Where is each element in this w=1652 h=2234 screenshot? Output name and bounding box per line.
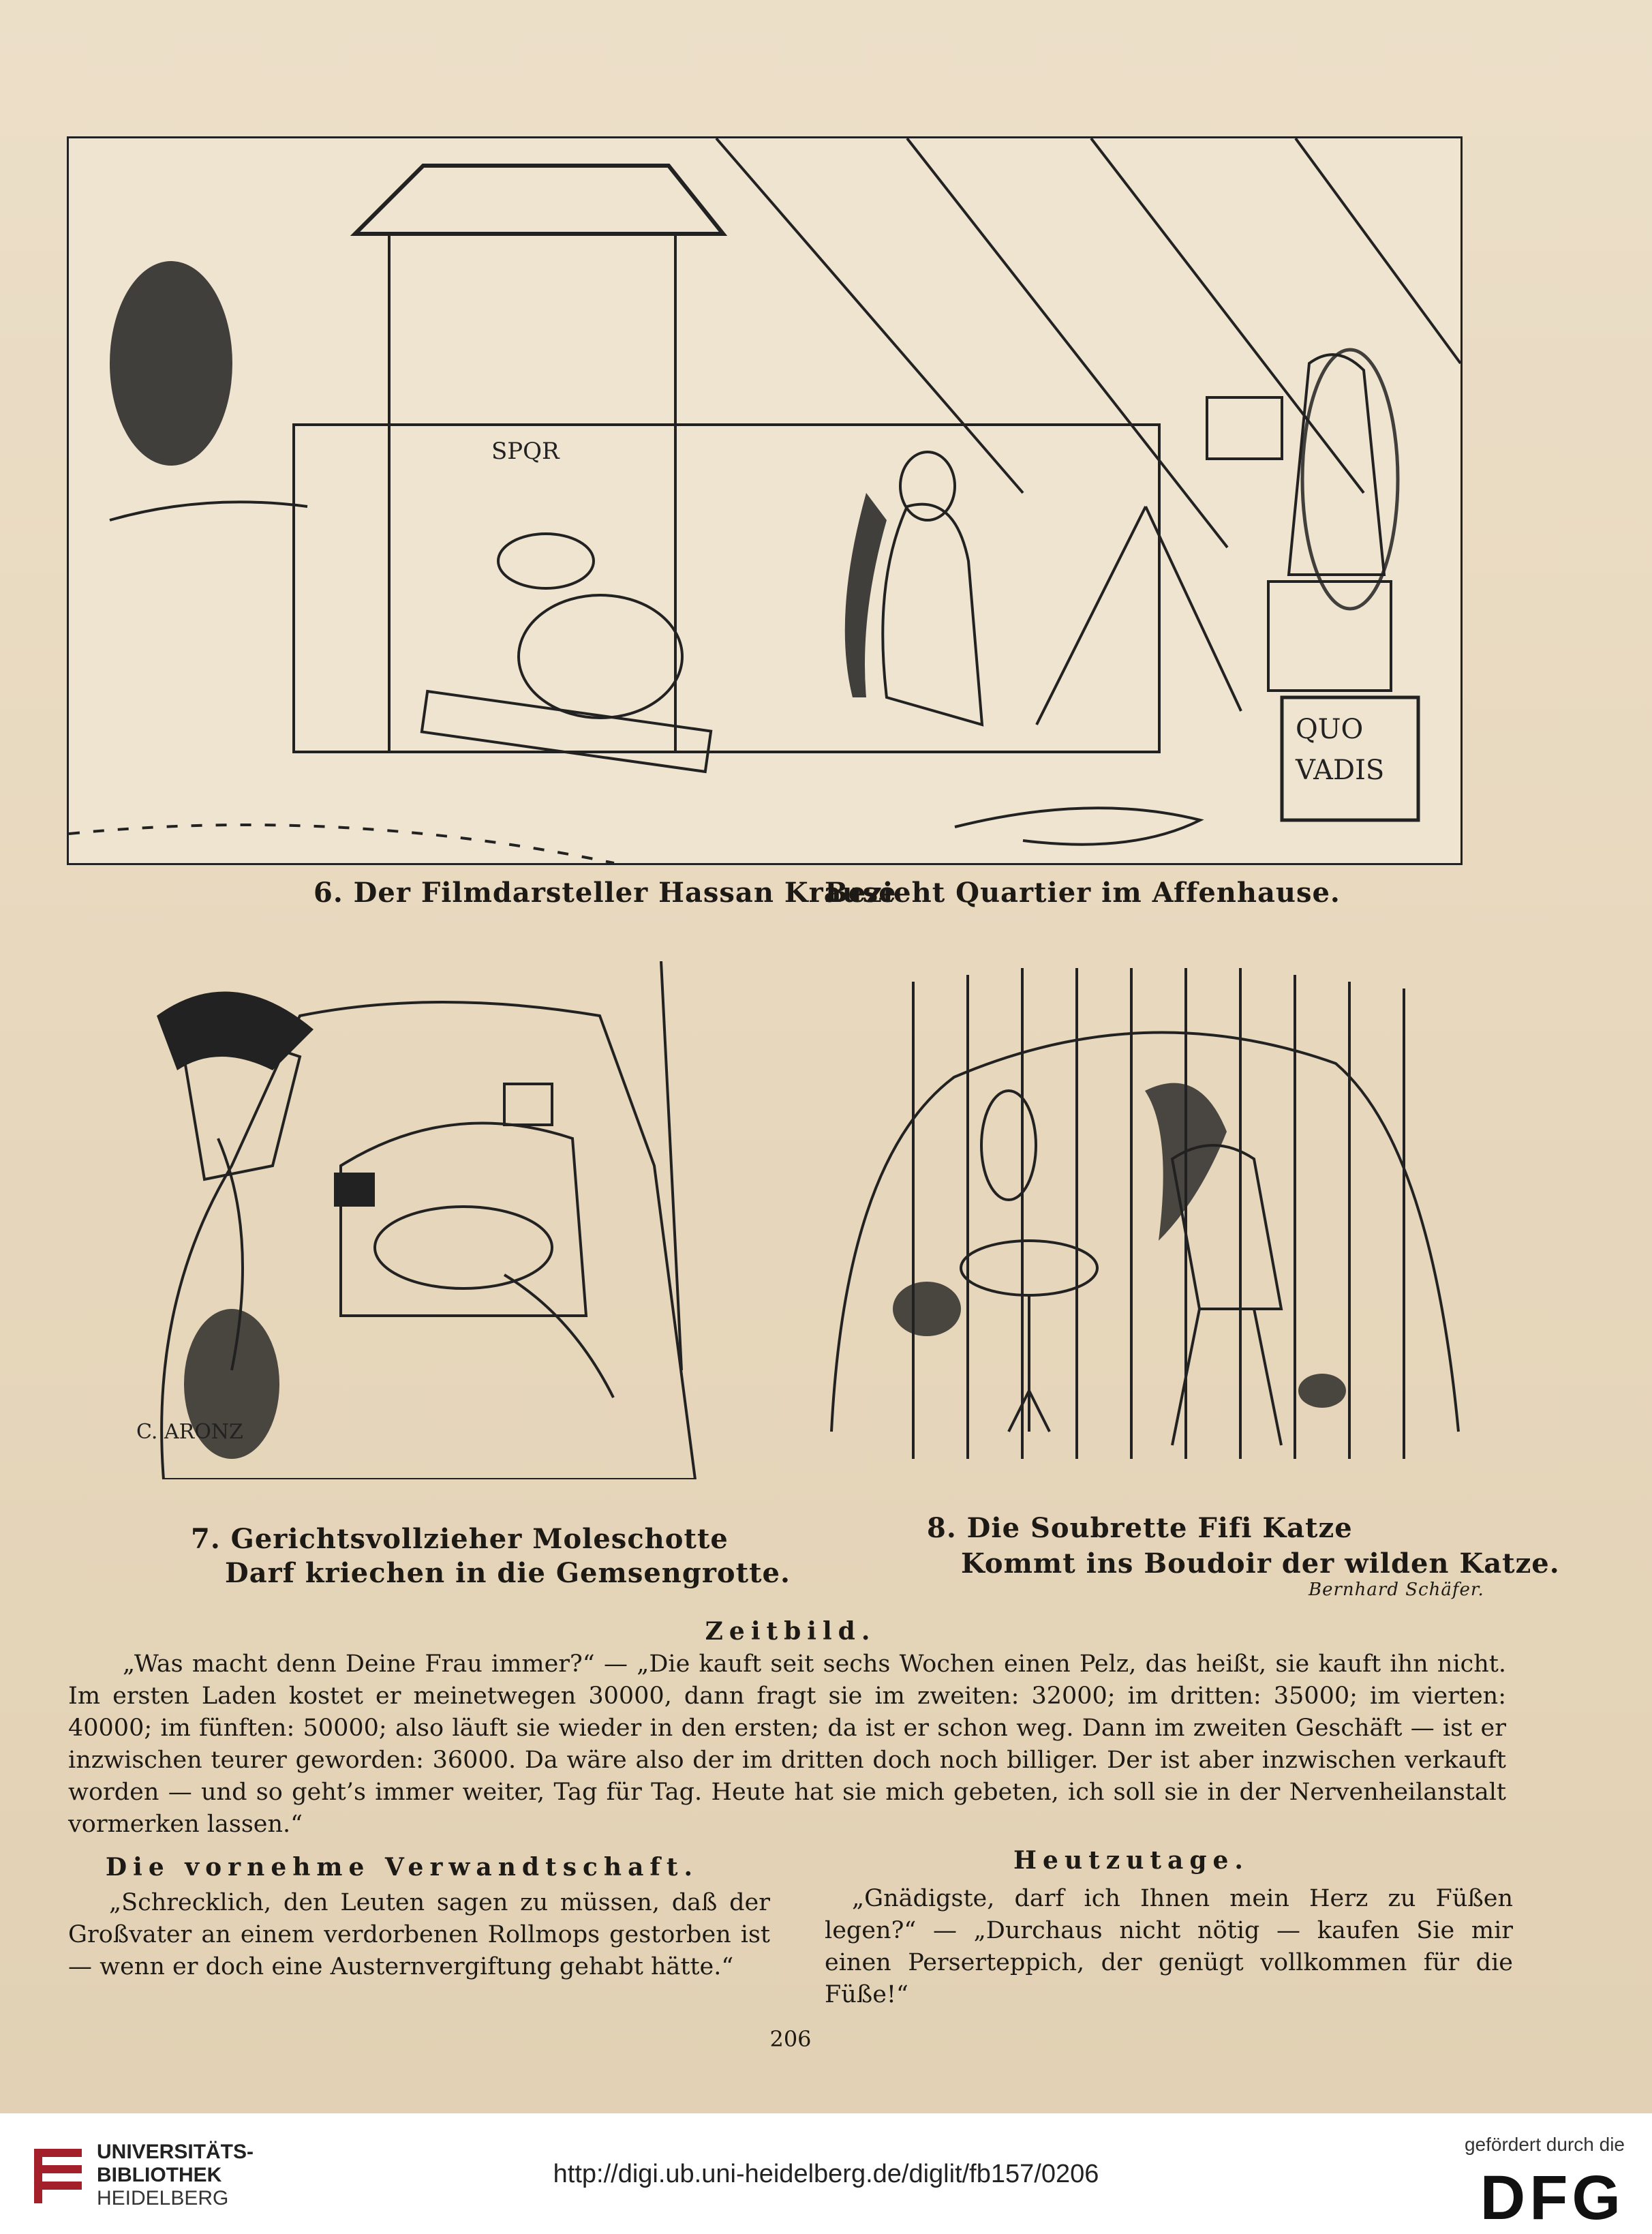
caption-8-line1: 8. Die Soubrette Fifi Katze <box>927 1512 1353 1544</box>
cage-drawing <box>818 954 1472 1486</box>
artist-credit: Bernhard Schäfer. <box>1309 1580 1484 1600</box>
library-name-line2: BIBLIOTHEK <box>97 2164 222 2186</box>
text-zeitbild: „Was macht denn Deine Frau immer?“ — „Die kauft seit sechs Wochen einen Pelz, das heißt, sie kauft ihn nicht. Im ersten Laden kostet er meinetwegen 30000, dann fragt sie im zweiten: 32000; im dritten: 35000; im vierten: 40000; im fünften: 50000; also läuft sie wieder in den ersten; da ist er schon weg. Dann im zweiten Geschäft — ist er inzwischen teurer geworden: 36000. Da wäre also der im dritten doch noch billiger. Der ist aber inzwischen verkauft worden — und so geht’s immer weiter, Tag für Tag. Heute hat sie mich gebeten, ich soll sie in der Nervenheilanstalt vormerken lassen.“ <box>68 1650 1506 1838</box>
illustration-bailiff <box>95 961 722 1479</box>
caption-7-line2: Darf kriechen in die Gemsengrotte. <box>225 1557 791 1589</box>
caption-6-right: Bezieht Quartier im Affenhause. <box>825 877 1341 909</box>
heading-heutzutage: Heutzutage. <box>1013 1846 1249 1875</box>
caption-8-line2: Kommt ins Boudoir der wilden Katze. <box>961 1548 1560 1580</box>
library-name-line1: UNIVERSITÄTS- <box>97 2141 254 2163</box>
text-verwandtschaft: „Schrecklich, den Leuten sagen zu müssen, daß der Großvater an einem verdorbenen Rollmops gestorben ist — wenn er doch eine Austernvergiftung gehabt hätte.“ <box>68 1889 770 1980</box>
permalink-url[interactable]: http://digi.ub.uni-heidelberg.de/diglit/fb157/0206 <box>553 2160 1099 2188</box>
spqr-label: SPQR <box>491 438 560 465</box>
viewer-footer <box>0 2113 1652 2234</box>
heading-verwandtschaft: Die vornehme Verwandtschaft. <box>105 1853 699 1882</box>
illustration-film-actor <box>67 136 1463 865</box>
vadis-label: VADIS <box>1296 755 1385 786</box>
bailiff-drawing <box>95 961 722 1479</box>
heading-zeitbild: Zeitbild. <box>705 1617 876 1646</box>
caption-7-line1: 7. Gerichtsvollzieher Moleschotte <box>191 1523 729 1555</box>
caption-6-left: 6. Der Filmdarsteller Hassan Krause <box>313 877 897 909</box>
text-heutzutage: „Gnädigste, darf ich Ihnen mein Herz zu Füßen legen?“ — „Durchaus nicht nötig — kaufen Sie mir einen Perserteppich, der genügt vollkommen für die Füße!“ <box>825 1885 1513 2008</box>
film-set-drawing <box>69 138 1460 863</box>
artist-signature: C. ARONZ <box>136 1420 243 1444</box>
page-number: 206 <box>769 2026 812 2052</box>
illustration-soubrette <box>818 954 1472 1486</box>
funding-note: gefördert durch die <box>1464 2134 1625 2155</box>
library-name-line3: HEIDELBERG <box>97 2187 229 2209</box>
quo-label: QUO <box>1296 714 1364 745</box>
dfg-logo[interactable]: DFG <box>1480 2163 1625 2233</box>
